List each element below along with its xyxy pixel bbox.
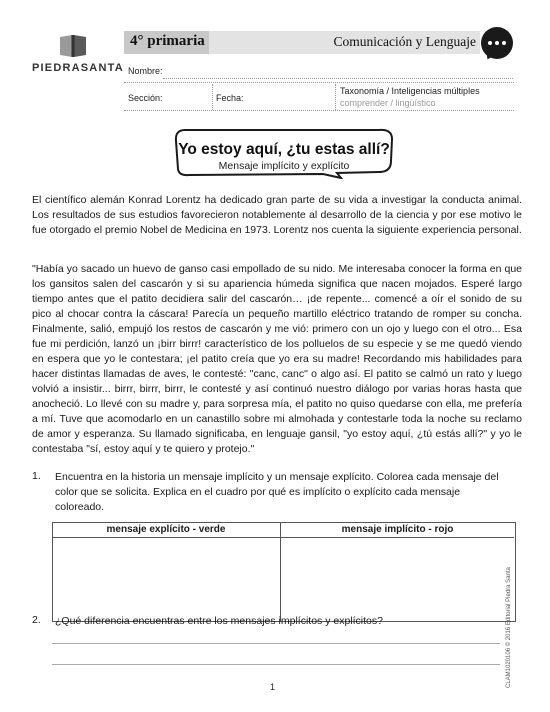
- worksheet-title: Yo estoy aquí, ¿tu estas allí?: [178, 141, 390, 158]
- form-vdivider-1: [212, 84, 213, 110]
- page-number: 1: [270, 682, 276, 692]
- form-vdivider-2: [335, 84, 336, 110]
- name-field[interactable]: [163, 78, 513, 79]
- chat-dot-1: [488, 41, 492, 45]
- chat-dot-2: [495, 41, 499, 45]
- table-column-divider: [280, 522, 281, 621]
- date-label: Fecha:: [216, 93, 244, 103]
- taxonomy-value: comprender / lingüístico: [340, 98, 436, 108]
- intro-paragraph: El científico alemán Konrad Lorentz ha dedicado gran parte de su vida a investigar la conducta animal. Los resultados de sus estudios favorecieron notablemente al desarrollo de la ciencia y por ese motivo le fue otorgado el premio Nobel de Medicina en 1973. Lorentz nos cuenta la siguiente experiencia personal.: [32, 194, 522, 236]
- question-1-text: Encuentra en la historia un mensaje implícito y un mensaje explícito. Colorea cada mensaje del color que se solicita. Explica en el cuadro por qué es implícito o explícito cada mensaje coloreado.: [55, 471, 499, 513]
- explicit-answer-cell[interactable]: [53, 538, 279, 620]
- answer-line-1[interactable]: [52, 643, 500, 644]
- publisher-logo: PIEDRASANTA: [32, 62, 124, 74]
- chat-dot-3: [502, 41, 506, 45]
- story-paragraph: "Había yo sacado un huevo de ganso casi empollado de su nido. Me interesaba conocer la forma en que los gansitos salen del cascarón y si su apariencia húmeda significa que nacen mojados. Esperé largo tiempo antes que el patito decidiera salir del cascarón… ¡de repente... comencé a oír el sonido de su pico al chocar contra la cáscara! Parecía un pequeño martillo eléctrico tratando de romper su concha. Finalmente, salió, empujó los restos de cascarón y me vió: primero con un ojo y luego con el otro... Esa fue mi perdición, lanzó un ¡birr birrr! característico de los polluelos de su especie y se me quedó viendo en espera que yo le contestara; ¡el patito creía que yo era su madre! Recordando mis habilidades para hacer distintas llamadas de aves, le contesté: "canc, canc" o algo así. El patito se calmó un rato y luego volvió a insistir... birrr, birrr, birrr, le contesté y así continuó nuestro diálogo por varias horas hasta que anocheció. Lo llevé con su madre y, para sorpresa mía, el patito no quiso quedarse con ella, me prefería a mí. Tuve que acomodarlo en un canastillo sobre mi almohada y contestarle toda la noche su reclamo de amor y esperanza. Su llamado significaba, en lenguaje gansil, "yo estoy aquí, ¿tú estás allí?" y yo le contestaba "sí, estoy aquí y te quiero y protejo.": [32, 263, 522, 455]
- question-1-number: 1.: [32, 470, 41, 482]
- table-header-explicit: mensaje explícito - verde: [106, 524, 226, 535]
- book-logo-icon: [58, 33, 88, 59]
- grade-label: 4° primaria: [130, 33, 205, 49]
- name-label: Nombre:: [128, 66, 163, 76]
- implicit-answer-cell[interactable]: [282, 538, 513, 620]
- question-2-number: 2.: [32, 614, 41, 626]
- section-label: Sección:: [128, 93, 163, 103]
- copyright-note: CLAM1020106 © 2016 Editorial Piedra Santa: [506, 567, 512, 688]
- question-2-text: ¿Qué diferencia encuentras entre los mensajes implícitos y explícitos?: [55, 615, 383, 627]
- taxonomy-label: Taxonomía / Inteligencias múltiples: [340, 86, 480, 96]
- subject-label: Comunicación y Lenguaje: [333, 34, 476, 49]
- answer-line-2[interactable]: [52, 664, 500, 665]
- form-divider: [124, 82, 514, 83]
- worksheet-subtitle: Mensaje implícito y explícito: [218, 160, 350, 172]
- table-header-implicit: mensaje implícito - rojo: [341, 524, 454, 535]
- form-bottom-line: [124, 110, 514, 111]
